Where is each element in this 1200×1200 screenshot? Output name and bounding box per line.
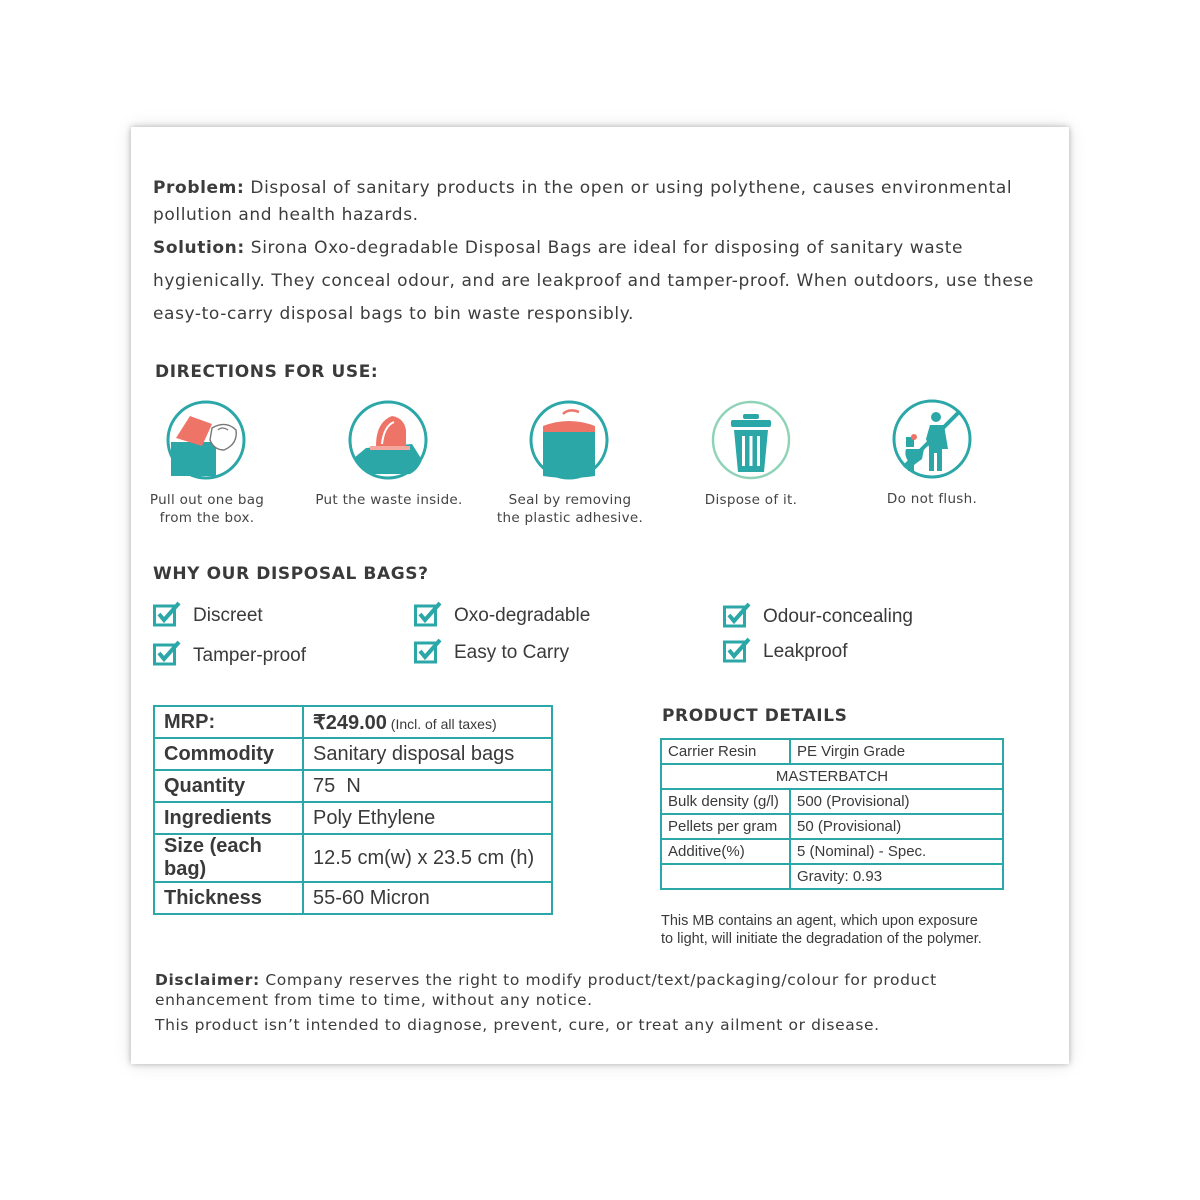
why-heading: WHY OUR DISPOSAL BAGS? [153,564,429,584]
spec-key-commodity: Commodity [154,738,303,770]
spec-value-quantity: 75 N [303,770,552,802]
table-row [661,789,1003,814]
spec-key-thickness: Thickness [154,882,303,914]
table-row [661,839,1003,864]
step-3-line-2: the plastic adhesive. [496,510,644,526]
why-item-tamper-proof: Tamper-proof [193,645,306,666]
gravity-value: Gravity: 0.93 [790,864,1003,889]
spec-value-mrp [303,706,552,738]
step-1-line-2: from the box. [159,510,255,526]
disclaimer-text-1: Company reserves the right to modify product/text/packaging/colour for product [259,971,937,989]
why-item-discreet: Discreet [193,605,263,626]
step-5-caption: Do not flush. [886,491,978,507]
seal-bag-icon [529,400,609,480]
problem-label: Problem: [153,178,245,198]
pellets-key: Pellets per gram [661,814,790,839]
dustbin-icon [711,400,791,480]
spec-key-mrp: MRP: [154,706,303,738]
masterbatch-note [661,912,982,948]
masterbatch-note-line-2: to light, will initiate the degradation of the polymer. [661,931,982,947]
solution-text-1: Sirona Oxo-degradable Disposal Bags are ideal for disposing of sanitary waste [244,238,964,258]
table-row [661,814,1003,839]
table-row [661,764,1003,789]
bulk-density-key: Bulk density (g/l) [661,789,790,814]
masterbatch-note-line-1: This MB contains an agent, which upon exposure [661,913,978,929]
spec-value-ingredients: Poly Ethylene [303,802,552,834]
table-row [661,739,1003,764]
carrier-resin-value: PE Virgin Grade [790,739,1003,764]
step-4-caption: Dispose of it. [704,492,798,508]
problem-text-1: Disposal of sanitary products in the open or using polythene, causes environmental [244,178,1013,198]
product-details-heading: PRODUCT DETAILS [662,706,848,726]
why-item-odour-concealing: Odour-concealing [763,606,913,627]
step-2-caption: Put the waste inside. [315,492,463,508]
step-3-caption [490,491,650,527]
spec-value-commodity: Sanitary disposal bags [303,738,552,770]
step-3-line-1: Seal by removing [508,492,632,508]
table-row [661,864,1003,889]
no-flush-icon [892,399,972,479]
gravity-key [661,864,790,889]
spec-key-size: Size (each bag) [154,834,303,882]
spec-key-quantity: Quantity [154,770,303,802]
pellets-value: 50 (Provisional) [790,814,1003,839]
product-details-table [660,738,1004,890]
step-1-line-1: Pull out one bag [149,492,265,508]
additive-key: Additive(%) [661,839,790,864]
check-icon [723,637,751,663]
solution-line-1 [153,238,963,258]
pull-bag-icon [166,400,246,480]
solution-text-3: easy-to-carry disposal bags to bin waste responsibly. [153,304,634,324]
disclaimer-line-1 [155,971,937,989]
table-row [154,706,552,738]
solution-text-2: hygienically. They conceal odour, and are leakproof and tamper-proof. When outdoors, use these [153,271,1034,291]
table-row [154,802,552,834]
table-row [154,834,552,882]
mrp-price: ₹249.00 [313,711,387,734]
waste-inside-icon [348,400,428,480]
spec-table [153,705,553,915]
table-row [154,738,552,770]
spec-key-ingredients: Ingredients [154,802,303,834]
spec-value-thickness: 55-60 Micron [303,882,552,914]
why-item-oxo-degradable: Oxo-degradable [454,605,591,626]
check-icon [153,640,181,666]
additive-value: 5 (Nominal) - Spec. [790,839,1003,864]
directions-heading: DIRECTIONS FOR USE: [155,362,379,382]
table-row [154,770,552,802]
table-row [154,882,552,914]
check-icon [414,638,442,664]
disclaimer-text-2: enhancement from time to time, without any notice. [155,991,593,1009]
disclaimer-text-3: This product isn’t intended to diagnose, prevent, cure, or treat any ailment or disease. [155,1016,880,1034]
mrp-tax-note: (Incl. of all taxes) [386,715,497,732]
disclaimer-label: Disclaimer: [155,971,260,989]
check-icon [723,602,751,628]
problem-line-1 [153,178,1012,198]
spec-value-size: 12.5 cm(w) x 23.5 cm (h) [303,834,552,882]
solution-label: Solution: [153,238,245,258]
bulk-density-value: 500 (Provisional) [790,789,1003,814]
why-item-leakproof: Leakproof [763,641,848,662]
problem-text-2: pollution and health hazards. [153,205,419,225]
step-1-caption [136,491,278,527]
check-icon [153,601,181,627]
why-item-easy-to-carry: Easy to Carry [454,642,570,663]
check-icon [414,601,442,627]
masterbatch-label: MASTERBATCH [661,764,1003,789]
carrier-resin-key: Carrier Resin [661,739,790,764]
